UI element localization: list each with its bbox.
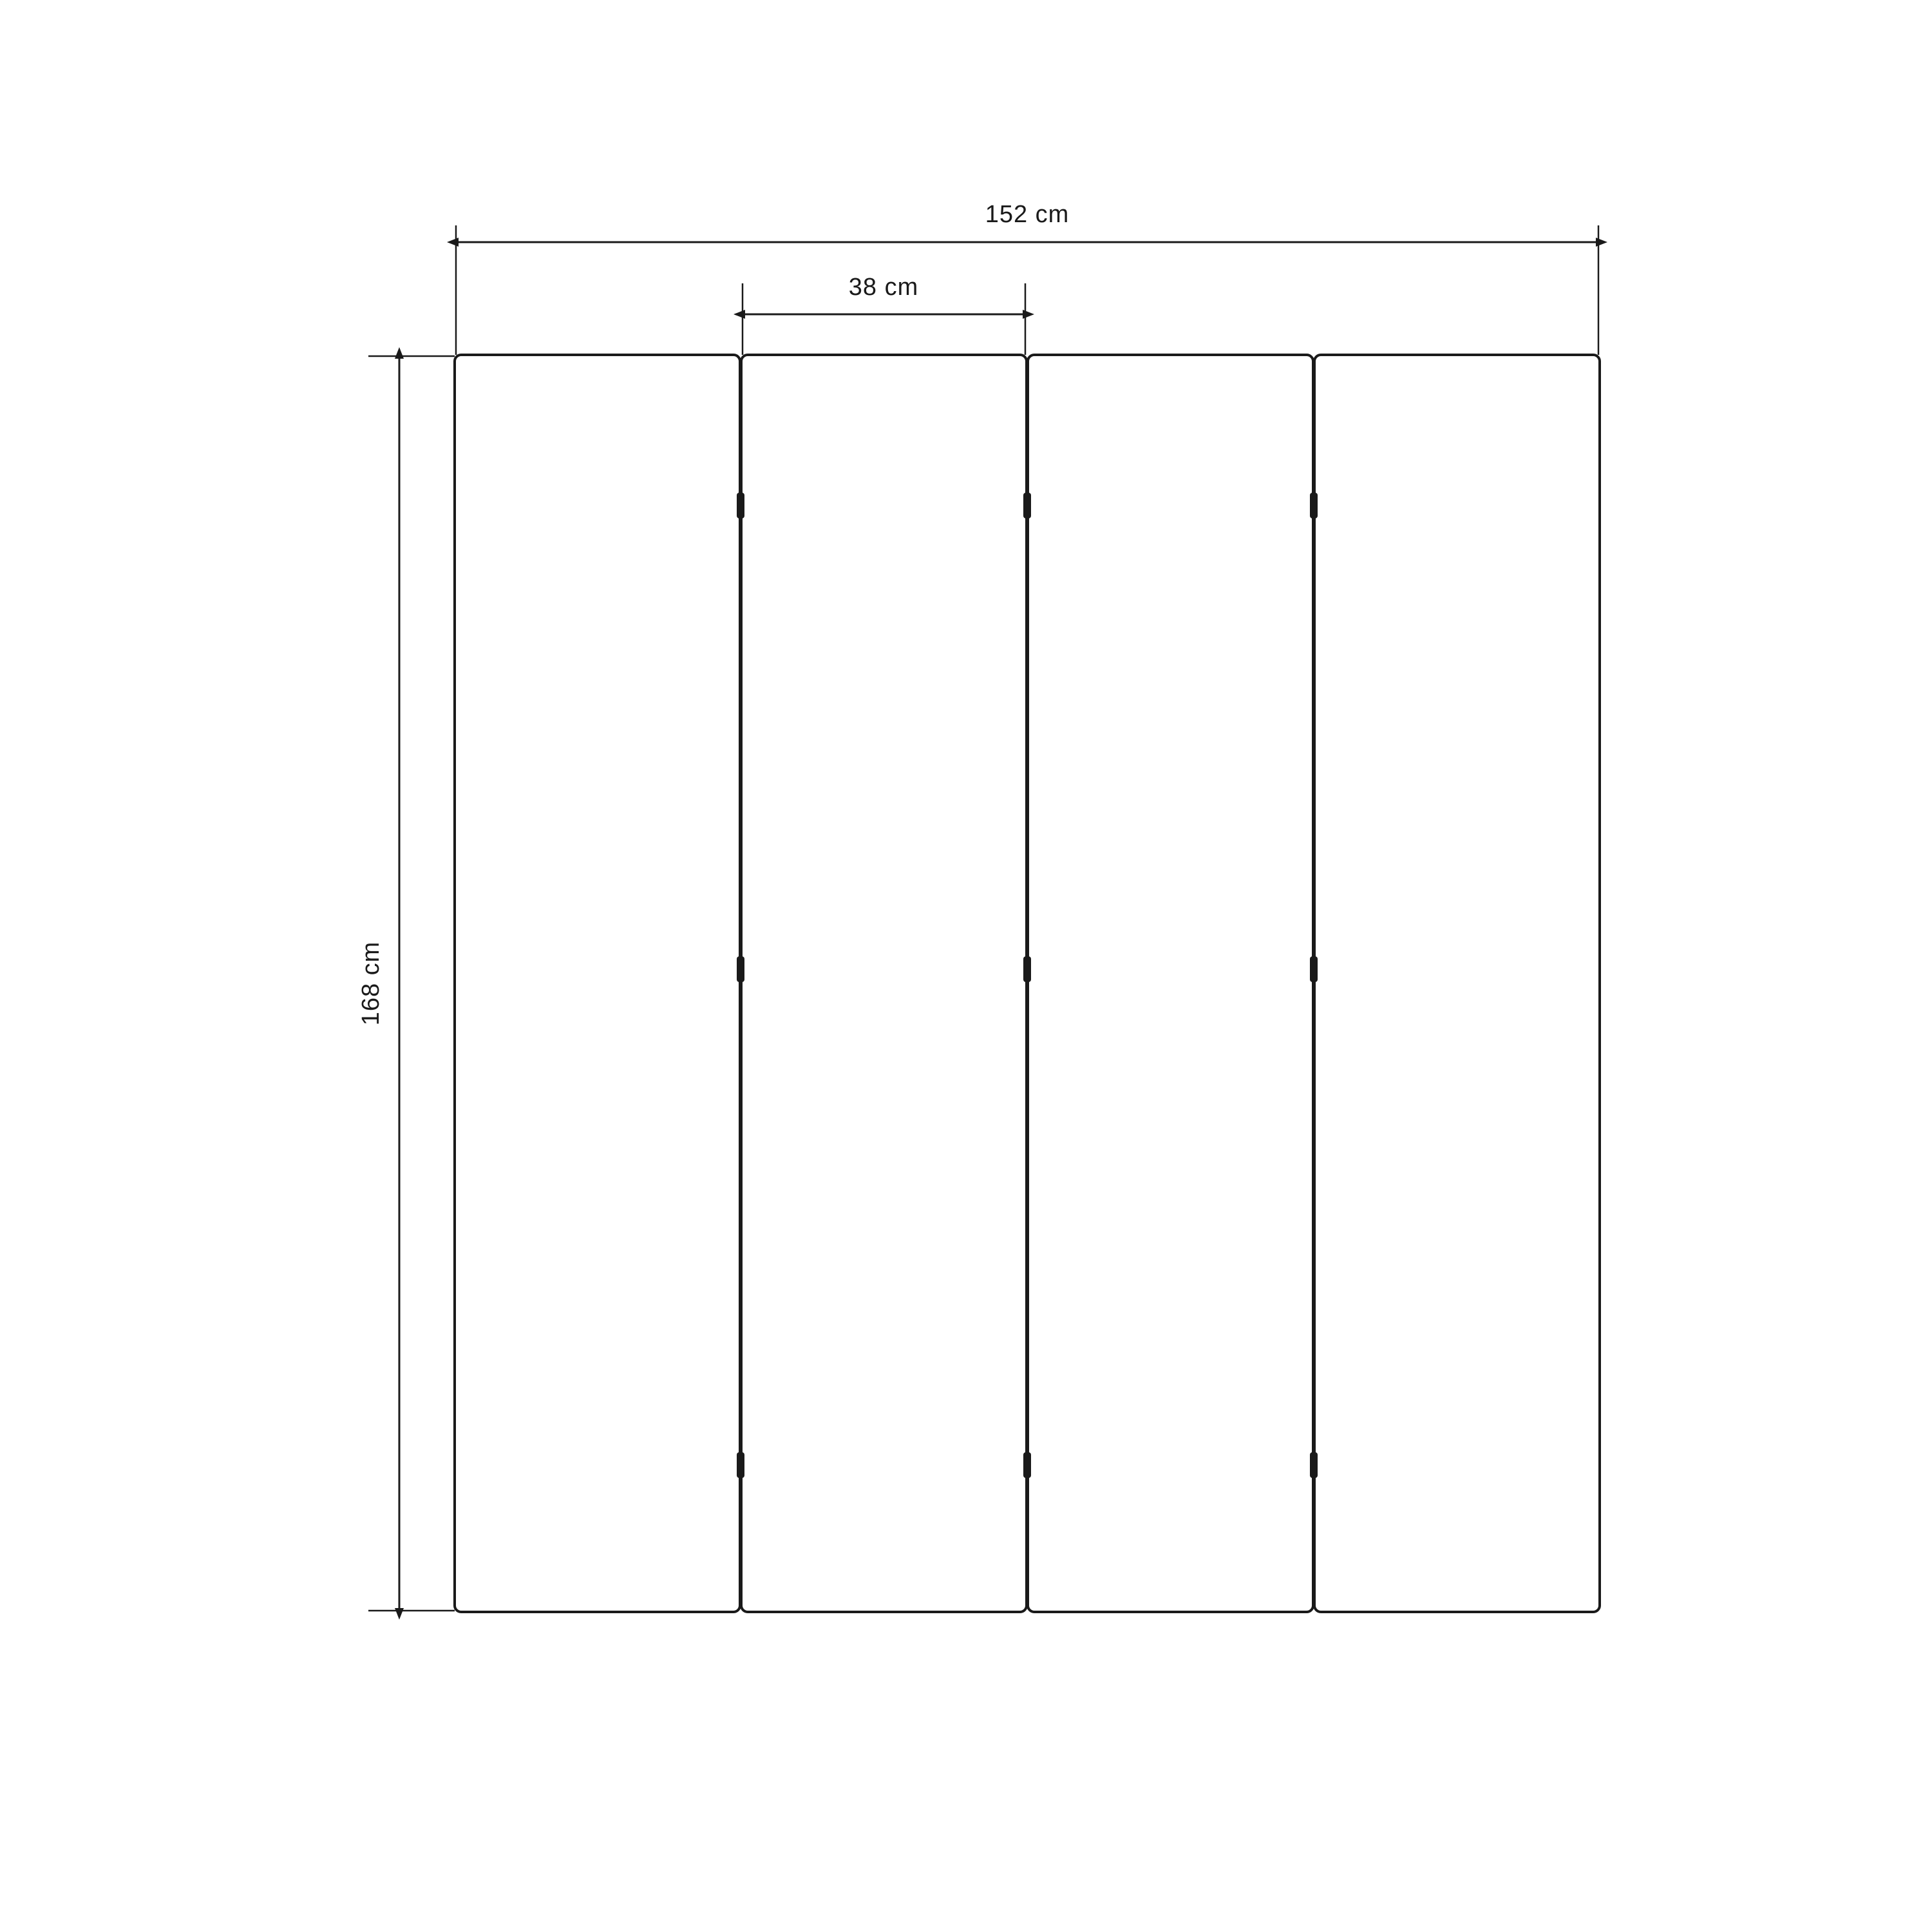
panel-width-label: 38 cm [848,274,919,301]
height-label: 168 cm [357,941,384,1026]
hinge-lower-3 [1310,1452,1318,1478]
panel-2 [741,355,1027,1612]
panel-group [455,355,1600,1612]
hinge-upper-3 [1310,493,1318,518]
overall-width-dimension [456,201,1598,355]
height-dimension [357,356,455,1611]
panel-width-dimension [743,274,1025,355]
hinge-lower-1 [737,1452,744,1478]
hinge-mid-2 [1023,956,1031,982]
overall-width-label: 152 cm [985,201,1070,228]
panel-3 [1028,355,1313,1612]
hinge-upper-2 [1023,493,1031,518]
hinge-lower-2 [1023,1452,1031,1478]
hinge-mid-1 [737,956,744,982]
hinge-mid-3 [1310,956,1318,982]
panel-4 [1314,355,1600,1612]
hinge-upper-1 [737,493,744,518]
panel-1 [455,355,740,1612]
